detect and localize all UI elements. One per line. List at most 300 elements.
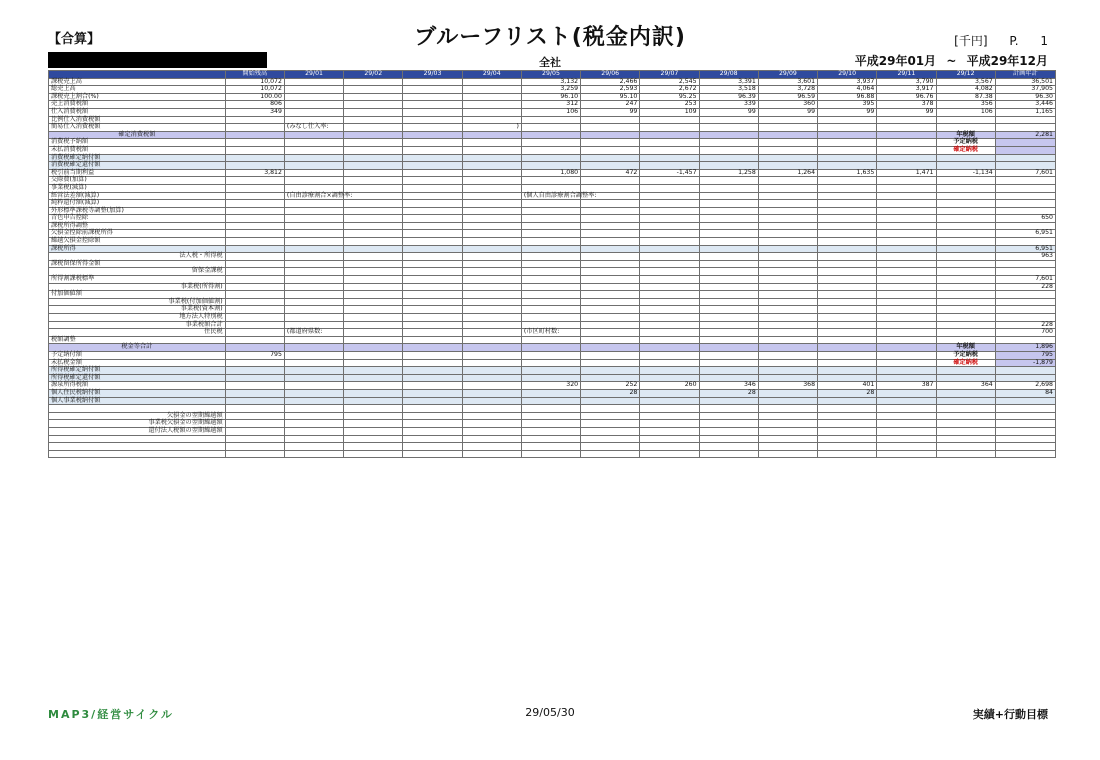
table-cell <box>818 427 877 435</box>
row-label: 課税留保所得金額 <box>49 260 226 268</box>
table-cell: (個人自由診療割合調整率: <box>521 192 580 200</box>
row-label: 総売上高 <box>49 86 226 94</box>
table-cell <box>818 177 877 185</box>
table-cell <box>936 397 995 405</box>
table-cell <box>581 245 640 253</box>
table-cell <box>284 268 343 276</box>
page-number: 1 <box>1040 34 1048 48</box>
table-cell <box>344 86 403 94</box>
table-cell <box>995 291 1055 299</box>
table-cell <box>936 184 995 192</box>
table-cell <box>225 435 284 443</box>
table-cell <box>936 192 995 200</box>
table-cell <box>640 116 699 124</box>
table-cell: 95.25 <box>640 93 699 101</box>
table-cell <box>581 427 640 435</box>
table-cell <box>344 260 403 268</box>
table-cell <box>521 314 580 322</box>
table-cell <box>462 154 521 162</box>
table-cell: 2,466 <box>581 78 640 86</box>
table-cell <box>818 131 877 139</box>
table-row <box>49 184 1056 192</box>
table-cell <box>403 321 462 329</box>
column-header: 29/12 <box>936 71 995 79</box>
table-cell <box>581 420 640 428</box>
table-cell <box>284 435 343 443</box>
table-row <box>49 124 1056 132</box>
table-cell <box>521 412 580 420</box>
table-cell <box>877 276 936 284</box>
table-cell <box>581 359 640 367</box>
table-cell <box>462 314 521 322</box>
table-cell <box>462 306 521 314</box>
table-cell <box>640 298 699 306</box>
table-cell: 10,072 <box>225 86 284 94</box>
table-cell <box>877 230 936 238</box>
table-cell <box>818 443 877 451</box>
table-cell <box>581 405 640 413</box>
table-cell: 364 <box>936 382 995 390</box>
table-cell <box>403 207 462 215</box>
table-cell: 2,281 <box>995 131 1055 139</box>
table-cell <box>225 374 284 382</box>
table-cell <box>462 215 521 223</box>
table-cell <box>403 298 462 306</box>
table-cell <box>403 336 462 344</box>
table-cell <box>344 412 403 420</box>
table-cell <box>995 435 1055 443</box>
table-cell <box>403 192 462 200</box>
table-row <box>49 389 1056 397</box>
table-cell <box>581 238 640 246</box>
table-cell <box>818 298 877 306</box>
table-cell <box>225 329 284 337</box>
table-cell <box>995 146 1055 154</box>
table-cell <box>758 298 817 306</box>
table-cell: -1,457 <box>640 169 699 177</box>
table-cell <box>403 116 462 124</box>
table-cell <box>699 139 758 147</box>
table-cell <box>403 260 462 268</box>
table-row <box>49 435 1056 443</box>
row-label: 地方法人特別税 <box>49 314 226 322</box>
table-cell: -1,879 <box>995 359 1055 367</box>
table-cell <box>462 344 521 352</box>
table-cell <box>284 222 343 230</box>
table-cell <box>403 306 462 314</box>
column-header: 計画年計 <box>995 71 1055 79</box>
table-cell <box>403 276 462 284</box>
table-cell <box>758 427 817 435</box>
table-cell <box>818 260 877 268</box>
row-side-label: 年税額 <box>956 343 975 351</box>
table-cell: 37,905 <box>995 86 1055 94</box>
table-cell <box>403 435 462 443</box>
table-cell: 3,790 <box>877 78 936 86</box>
table-cell <box>936 253 995 261</box>
table-cell <box>758 238 817 246</box>
table-cell <box>225 200 284 208</box>
table-cell <box>521 420 580 428</box>
table-cell <box>699 397 758 405</box>
table-cell <box>877 215 936 223</box>
table-cell <box>640 291 699 299</box>
row-label: 課税所得 <box>49 245 226 253</box>
table-cell: (市区町村数: <box>521 329 580 337</box>
row-label: 個人事業税納付額 <box>49 397 226 405</box>
table-cell <box>225 427 284 435</box>
table-cell: ) <box>462 124 521 132</box>
column-header: 29/07 <box>640 71 699 79</box>
table-cell <box>581 116 640 124</box>
table-cell <box>936 154 995 162</box>
table-cell <box>403 427 462 435</box>
table-cell <box>581 260 640 268</box>
table-cell <box>699 260 758 268</box>
table-cell <box>936 443 995 451</box>
table-cell <box>581 306 640 314</box>
table-row <box>49 139 1056 147</box>
table-cell <box>344 359 403 367</box>
table-row <box>49 238 1056 246</box>
row-label: 所得税確定納付額 <box>49 367 226 375</box>
table-cell <box>344 291 403 299</box>
table-cell <box>581 291 640 299</box>
table-cell <box>521 427 580 435</box>
row-label: 事業税(減算) <box>49 184 226 192</box>
table-cell <box>936 412 995 420</box>
table-cell <box>818 283 877 291</box>
table-cell <box>758 397 817 405</box>
table-cell <box>344 207 403 215</box>
table-cell <box>403 230 462 238</box>
table-cell: 368 <box>758 382 817 390</box>
table-cell <box>699 184 758 192</box>
table-row <box>49 427 1056 435</box>
table-cell <box>818 314 877 322</box>
table-cell <box>284 86 343 94</box>
row-label: 事業税(所得割) <box>49 283 226 291</box>
table-cell <box>225 420 284 428</box>
row-label: 課税売上高 <box>49 78 226 86</box>
table-cell <box>403 139 462 147</box>
table-cell <box>640 184 699 192</box>
row-label: 繰越欠損金控除額 <box>49 238 226 246</box>
table-cell <box>284 389 343 397</box>
table-cell <box>640 336 699 344</box>
row-label: 所得税確定還付額 <box>49 374 226 382</box>
table-cell <box>758 154 817 162</box>
table-cell <box>877 405 936 413</box>
table-cell <box>403 412 462 420</box>
table-cell <box>581 450 640 458</box>
table-cell <box>284 314 343 322</box>
table-cell <box>462 336 521 344</box>
table-cell <box>818 412 877 420</box>
table-row <box>49 382 1056 390</box>
row-label: 消費税確定納付額 <box>49 154 226 162</box>
table-cell <box>640 154 699 162</box>
table-cell <box>344 124 403 132</box>
table-cell: 387 <box>877 382 936 390</box>
table-cell <box>818 139 877 147</box>
table-cell <box>640 359 699 367</box>
table-cell <box>462 283 521 291</box>
table-cell <box>225 245 284 253</box>
table-cell <box>284 93 343 101</box>
table-cell <box>699 222 758 230</box>
table-row <box>49 162 1056 170</box>
table-row <box>49 329 1056 337</box>
table-cell <box>521 245 580 253</box>
table-row <box>49 450 1056 458</box>
table-cell <box>995 298 1055 306</box>
table-cell <box>403 359 462 367</box>
table-cell <box>758 215 817 223</box>
table-cell <box>344 314 403 322</box>
table-cell <box>344 162 403 170</box>
table-cell <box>877 427 936 435</box>
row-label: 簡易仕入消費税額 <box>49 124 226 132</box>
table-cell <box>581 298 640 306</box>
table-cell <box>344 321 403 329</box>
table-cell <box>936 116 995 124</box>
table-cell: 36,501 <box>995 78 1055 86</box>
table-cell <box>403 169 462 177</box>
table-cell: 4,082 <box>936 86 995 94</box>
table-cell <box>877 245 936 253</box>
table-cell <box>699 200 758 208</box>
table-cell: 1,165 <box>995 108 1055 116</box>
table-cell <box>818 405 877 413</box>
table-cell <box>344 306 403 314</box>
table-row <box>49 230 1056 238</box>
table-cell <box>403 238 462 246</box>
table-cell: 109 <box>640 108 699 116</box>
table-cell <box>995 412 1055 420</box>
table-cell <box>818 124 877 132</box>
table-cell <box>640 238 699 246</box>
table-cell <box>403 86 462 94</box>
table-row <box>49 154 1056 162</box>
table-cell: 3,518 <box>699 86 758 94</box>
table-cell <box>344 268 403 276</box>
table-cell <box>344 154 403 162</box>
table-cell <box>995 139 1055 147</box>
table-cell <box>877 253 936 261</box>
table-cell <box>640 177 699 185</box>
table-row <box>49 314 1056 322</box>
table-cell: 378 <box>877 101 936 109</box>
table-cell: 346 <box>699 382 758 390</box>
table-cell <box>225 291 284 299</box>
table-cell <box>699 253 758 261</box>
table-cell <box>344 177 403 185</box>
table-cell: 806 <box>225 101 284 109</box>
table-cell <box>403 351 462 359</box>
table-cell <box>818 146 877 154</box>
table-cell <box>403 283 462 291</box>
table-cell <box>936 435 995 443</box>
table-row <box>49 108 1056 116</box>
table-cell <box>758 124 817 132</box>
table-cell <box>640 329 699 337</box>
table-cell <box>225 314 284 322</box>
row-side-label: 予定納税 <box>953 138 978 146</box>
table-cell <box>758 268 817 276</box>
table-cell <box>344 329 403 337</box>
table-cell <box>758 420 817 428</box>
table-cell <box>581 222 640 230</box>
table-cell <box>936 306 995 314</box>
row-label <box>49 435 226 443</box>
table-cell: 360 <box>758 101 817 109</box>
table-row <box>49 86 1056 94</box>
table-cell <box>225 154 284 162</box>
table-cell <box>581 268 640 276</box>
column-header <box>49 71 226 79</box>
table-cell: 28 <box>699 389 758 397</box>
table-row <box>49 116 1056 124</box>
table-cell <box>225 321 284 329</box>
table-cell <box>403 329 462 337</box>
row-label: 欠損金の翌期繰越額 <box>49 412 226 420</box>
table-cell <box>284 450 343 458</box>
table-cell <box>462 427 521 435</box>
table-cell: 795 <box>225 351 284 359</box>
column-header: 29/02 <box>344 71 403 79</box>
table-cell <box>344 139 403 147</box>
table-cell <box>284 207 343 215</box>
table-cell <box>225 298 284 306</box>
column-header: 29/05 <box>521 71 580 79</box>
page-label: P. <box>1009 34 1019 48</box>
table-cell <box>403 154 462 162</box>
table-cell <box>640 215 699 223</box>
table-cell <box>758 435 817 443</box>
table-cell <box>818 230 877 238</box>
unit-and-page <box>936 32 1048 49</box>
row-label: 未払税金額 <box>49 359 226 367</box>
table-cell <box>284 306 343 314</box>
table-cell <box>818 215 877 223</box>
table-cell <box>521 450 580 458</box>
table-cell <box>818 238 877 246</box>
table-cell <box>521 222 580 230</box>
table-cell <box>284 177 343 185</box>
table-cell <box>462 245 521 253</box>
table-cell <box>462 192 521 200</box>
table-cell <box>284 298 343 306</box>
table-cell <box>581 321 640 329</box>
row-label: 税額調整 <box>49 336 226 344</box>
table-cell <box>877 260 936 268</box>
table-cell <box>877 131 936 139</box>
tax-breakdown-table <box>48 70 1056 458</box>
row-side-label: 確定納税 <box>953 358 978 366</box>
table-row <box>49 351 1056 359</box>
table-cell <box>344 298 403 306</box>
table-cell <box>344 374 403 382</box>
table-cell <box>877 321 936 329</box>
table-cell <box>462 321 521 329</box>
table-cell: 228 <box>995 283 1055 291</box>
table-cell <box>521 283 580 291</box>
table-cell: (みなし仕入率: <box>284 124 343 132</box>
table-cell <box>521 367 580 375</box>
table-cell <box>284 245 343 253</box>
column-header: 29/06 <box>581 71 640 79</box>
column-header: 29/08 <box>699 71 758 79</box>
table-cell <box>403 177 462 185</box>
table-cell <box>758 336 817 344</box>
table-cell: 1,080 <box>521 169 580 177</box>
table-row <box>49 344 1056 352</box>
table-cell <box>581 139 640 147</box>
table-cell: 99 <box>758 108 817 116</box>
table-cell <box>403 108 462 116</box>
column-header: 29/01 <box>284 71 343 79</box>
table-cell <box>344 427 403 435</box>
table-cell <box>936 359 995 367</box>
table-cell <box>995 420 1055 428</box>
table-cell: 253 <box>640 101 699 109</box>
table-cell <box>758 329 817 337</box>
table-cell <box>640 351 699 359</box>
table-cell <box>403 344 462 352</box>
table-cell: 3,391 <box>699 78 758 86</box>
table-cell <box>640 131 699 139</box>
table-cell <box>462 200 521 208</box>
table-cell <box>699 230 758 238</box>
table-cell <box>225 336 284 344</box>
table-cell <box>936 405 995 413</box>
table-cell <box>225 238 284 246</box>
table-cell <box>699 420 758 428</box>
table-cell <box>758 283 817 291</box>
row-label: 課税所得調整 <box>49 222 226 230</box>
table-cell <box>877 238 936 246</box>
table-cell <box>344 367 403 375</box>
table-cell <box>877 154 936 162</box>
table-cell <box>640 412 699 420</box>
table-cell <box>640 283 699 291</box>
table-row <box>49 93 1056 101</box>
table-cell <box>521 306 580 314</box>
table-cell <box>640 321 699 329</box>
table-cell: 2,593 <box>581 86 640 94</box>
table-cell: 96.39 <box>699 93 758 101</box>
table-cell <box>936 321 995 329</box>
column-header: 29/11 <box>877 71 936 79</box>
table-cell <box>818 253 877 261</box>
table-row <box>49 253 1056 261</box>
table-cell <box>344 169 403 177</box>
table-cell <box>344 238 403 246</box>
row-label: 欠損金控除前課税所得 <box>49 230 226 238</box>
table-cell: -1,134 <box>936 169 995 177</box>
table-cell <box>284 200 343 208</box>
table-cell <box>877 283 936 291</box>
table-cell <box>877 207 936 215</box>
table-cell: 95.10 <box>581 93 640 101</box>
table-cell <box>581 351 640 359</box>
table-cell <box>995 184 1055 192</box>
table-cell <box>344 336 403 344</box>
table-row <box>49 177 1056 185</box>
row-label: 売上消費税額 <box>49 101 226 109</box>
table-cell <box>581 146 640 154</box>
